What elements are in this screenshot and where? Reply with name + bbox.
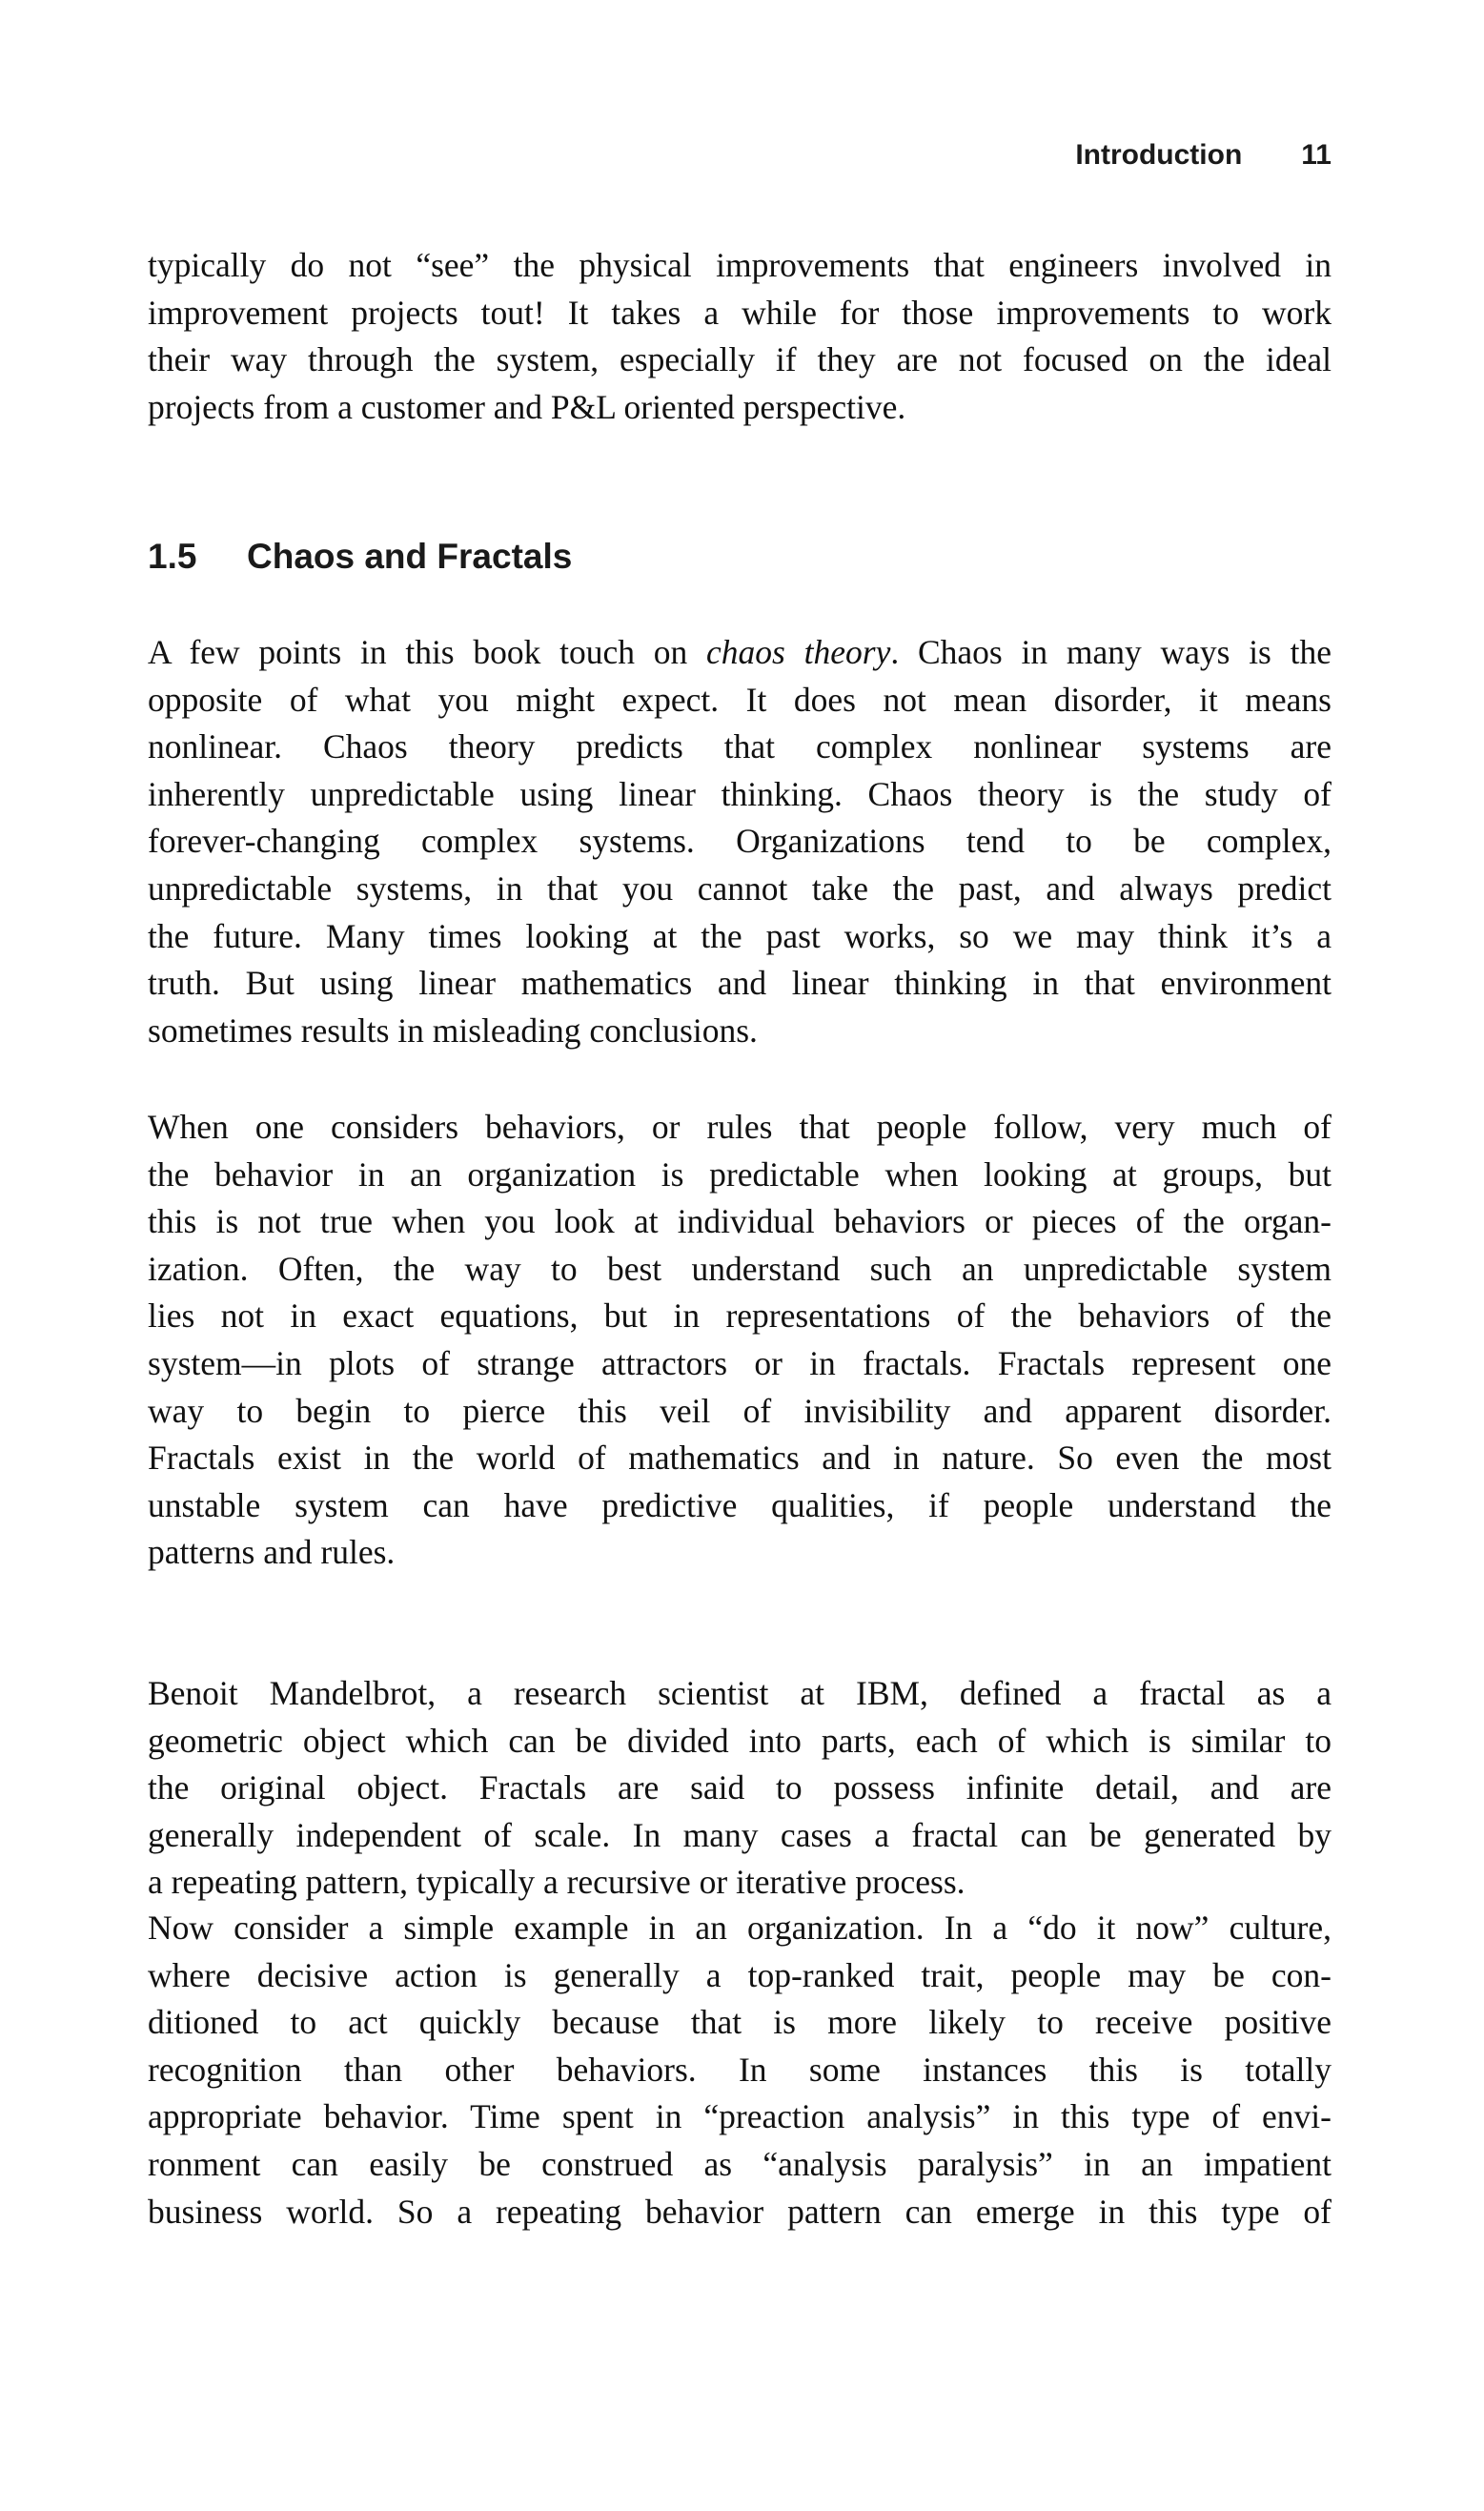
section-heading (148, 536, 1332, 578)
text-line: ditioned to act quickly because that is more likely to receive positive (148, 2003, 1332, 2042)
text-line: inherently unpredictable using linear thinking. Chaos theory is the study of (148, 774, 1332, 813)
paragraph-continuation (148, 242, 1332, 431)
text-line: improvement projects tout! It takes a while for those improvements to work (148, 293, 1332, 332)
text-line: unpredictable systems, in that you cannot take the past, and always predict (148, 868, 1332, 908)
running-header (148, 139, 1332, 172)
paragraph-behaviors (148, 1104, 1332, 1577)
text-line: this is not true when you look at individual behaviors or pieces of the organ- (148, 1202, 1332, 1241)
text-line: the original object. Fractals are said to possess infinite detail, and are (148, 1768, 1332, 1807)
text-line: their way through the system, especially if they are not focused on the ideal (148, 340, 1332, 379)
text-line: generally independent of scale. In many cases a fractal can be generated by (148, 1815, 1332, 1854)
text-line: patterns and rules. (148, 1533, 396, 1572)
text-line: sometimes results in misleading conclusions. (148, 1011, 758, 1050)
text-segment: . Chaos in many ways is the (890, 633, 1332, 671)
text-line: When one considers behaviors, or rules that people follow, very much of (148, 1108, 1332, 1146)
text-line: nonlinear. Chaos theory predicts that complex nonlinear systems are (148, 727, 1332, 766)
text-line: business world. So a repeating behavior pattern can emerge in this type of (148, 2192, 1332, 2231)
text-line: recognition than other behaviors. In some instances this is totally (148, 2050, 1332, 2089)
text-line: geometric object which can be divided into parts, each of which is similar to (148, 1721, 1332, 1760)
text-line (148, 629, 1332, 677)
text-line: Fractals exist in the world of mathematics and in nature. So even the most (148, 1439, 1332, 1478)
text-line: the behavior in an organization is predictable when looking at groups, but (148, 1154, 1332, 1194)
text-line: system—in plots of strange attractors or in fractals. Fractals represent one (148, 1343, 1332, 1382)
text-line: where decisive action is generally a top-ranked trait, people may be con- (148, 1955, 1332, 1994)
chapter-title: Introduction (1075, 139, 1243, 171)
paragraph-chaos-theory (148, 629, 1332, 1054)
text-line: appropriate behavior. Time spent in “preaction analysis” in this type of envi- (148, 2097, 1332, 2136)
text-line: the future. Many times looking at the past works, so we may think it’s a (148, 916, 1332, 955)
text-line: a repeating pattern, typically a recursive or iterative process. (148, 1863, 966, 1902)
text-line: Now consider a simple example in an organization. In a “do it now” culture, (148, 1909, 1332, 1947)
paragraph-mandelbrot (148, 1670, 1332, 1907)
paragraph-example (148, 1905, 1332, 2235)
text-line: typically do not “see” the physical improvements that engineers involved in (148, 246, 1332, 284)
text-line: projects from a customer and P&L oriented perspective. (148, 387, 906, 426)
text-line: ronment can easily be construed as “analysis paralysis” in an impatient (148, 2144, 1332, 2183)
page-number: 11 (1301, 139, 1332, 171)
text-line: unstable system can have predictive qualities, if people understand the (148, 1485, 1332, 1524)
text-line: truth. But using linear mathematics and linear thinking in that environment (148, 964, 1332, 1003)
text-line: lies not in exact equations, but in representations of the behaviors of the (148, 1296, 1332, 1336)
text-line: opposite of what you might expect. It does not mean disorder, it means (148, 680, 1332, 719)
italic-term: chaos theory (706, 633, 891, 671)
text-line: Benoit Mandelbrot, a research scientist at IBM, defined a fractal as a (148, 1674, 1332, 1712)
section-title: Chaos and Fractals (247, 537, 573, 576)
text-segment: A few points in this book touch on (148, 633, 707, 671)
section-number: 1.5 (148, 537, 197, 576)
text-line: ization. Often, the way to best understand such an unpredictable system (148, 1249, 1332, 1288)
text-line: forever-changing complex systems. Organizations tend to be complex, (148, 822, 1332, 861)
text-line: way to begin to pierce this veil of invisibility and apparent disorder. (148, 1391, 1332, 1430)
